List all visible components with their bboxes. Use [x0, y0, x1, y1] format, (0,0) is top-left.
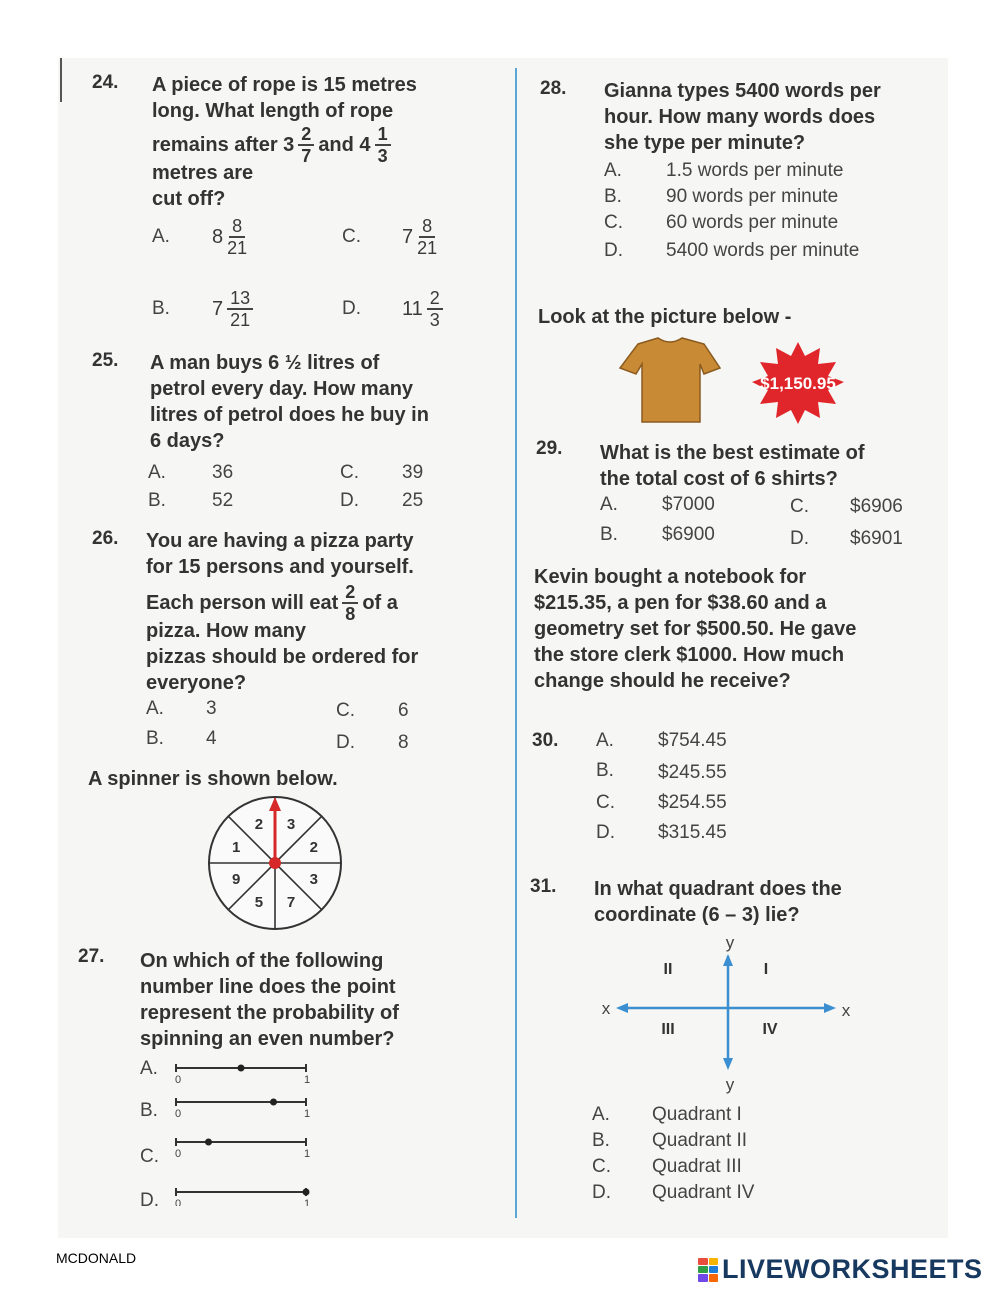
q26-option-c-value[interactable]: 6: [398, 700, 409, 721]
q25-line4: 6 days?: [150, 430, 225, 452]
q29-option-c-label[interactable]: C.: [790, 496, 809, 517]
q24-d-denominator: 3: [429, 310, 440, 330]
left-margin-rule: [60, 58, 62, 102]
y-axis-top-arrow: [723, 954, 733, 966]
spinner-sector-number: 3: [309, 871, 318, 889]
q24-c-numerator: 8: [419, 216, 435, 238]
q24-b-denominator: 21: [230, 310, 251, 330]
q24-fraction2: [375, 124, 391, 166]
q24-option-a-label[interactable]: A.: [152, 226, 170, 247]
q25-option-d-label[interactable]: D.: [340, 490, 359, 511]
spinner-sector-number: 9: [232, 871, 241, 889]
q25-option-b-label[interactable]: B.: [148, 490, 166, 511]
q25-option-c-label[interactable]: C.: [340, 462, 359, 483]
spinner-sector-number: 7: [286, 893, 296, 911]
q29-option-a-value[interactable]: $7000: [662, 494, 715, 515]
q26-line6: everyone?: [146, 672, 247, 694]
q31-line1: In what quadrant does the: [594, 878, 842, 900]
q27-option-c-label[interactable]: C.: [140, 1146, 159, 1167]
number-line-point: [270, 1099, 277, 1106]
q27-line2: number line does the point: [140, 976, 396, 998]
spinner-sector-number: 2: [309, 838, 318, 856]
q29-option-d-label[interactable]: D.: [790, 528, 809, 549]
q29-number: 29.: [536, 438, 563, 459]
q25-option-d-value[interactable]: 25: [402, 490, 424, 511]
q24-b-fraction: [227, 288, 253, 330]
q28-option-d-label[interactable]: D.: [604, 240, 623, 261]
number-line-option-b[interactable]: [175, 1098, 310, 1120]
number-line-end-label: 1: [304, 1074, 311, 1086]
number-line-point: [205, 1139, 212, 1146]
q29-option-d-value[interactable]: $6901: [850, 528, 903, 549]
q24-b-whole: 7: [212, 297, 224, 320]
q24-line3b: and 4: [318, 134, 371, 156]
q31-option-d-value[interactable]: Quadrant IV: [652, 1182, 755, 1203]
q26-line4: pizza. How many: [146, 620, 307, 642]
q26-option-a-value[interactable]: 3: [206, 698, 217, 719]
spinner-caption: A spinner is shown below.: [88, 768, 338, 790]
q24-fraction1: [298, 124, 314, 166]
q29-option-b-value[interactable]: $6900: [662, 524, 715, 545]
q27-number-lines[interactable]: [168, 1056, 318, 1206]
q30-option-a-value[interactable]: $754.45: [658, 730, 727, 751]
number-line-end-label: 1: [304, 1108, 311, 1120]
q30-option-b-value[interactable]: $245.55: [658, 762, 727, 783]
q27-option-d-label[interactable]: D.: [140, 1190, 159, 1211]
q24-f2-denominator: 3: [377, 146, 388, 166]
number-line-point: [238, 1065, 245, 1072]
q27-line1: On which of the following: [140, 950, 384, 972]
kevin-line5: change should he receive?: [534, 670, 791, 692]
x-axis-left-label: x: [601, 999, 611, 1018]
q26-option-b-label[interactable]: B.: [146, 728, 164, 749]
q28-number: 28.: [540, 78, 567, 99]
number-line-point: [303, 1189, 310, 1196]
q24-c-fraction: [417, 216, 437, 258]
q31-option-b-label[interactable]: B.: [592, 1130, 610, 1151]
q24-line5: cut off?: [152, 188, 226, 210]
q24-option-d-value[interactable]: [402, 288, 447, 330]
q28-option-a-label[interactable]: A.: [604, 160, 622, 181]
q30-option-c-label[interactable]: C.: [596, 792, 615, 813]
number-line-end-label: 1: [304, 1148, 311, 1160]
kevin-line2: $215.35, a pen for $38.60 and a: [534, 592, 827, 614]
q30-option-d-label[interactable]: D.: [596, 822, 615, 843]
shirt-icon: [620, 338, 720, 422]
q24-option-c-label[interactable]: C.: [342, 226, 361, 247]
quadrant-1-label: I: [763, 961, 769, 978]
q28-line1: Gianna types 5400 words per: [604, 80, 881, 102]
x-axis-left-arrow: [616, 1003, 628, 1013]
liveworksheets-logo-icon: [698, 1258, 718, 1282]
q29-option-b-label[interactable]: B.: [600, 524, 618, 545]
q26-number: 26.: [92, 528, 119, 549]
q28-option-a-value[interactable]: 1.5 words per minute: [666, 160, 844, 181]
number-line-end-label: 1: [304, 1198, 311, 1206]
q28-option-b-value[interactable]: 90 words per minute: [666, 186, 839, 207]
q25-option-c-value[interactable]: 39: [402, 462, 424, 483]
q25-line2: petrol every day. How many: [150, 378, 414, 400]
q24-a-denominator: 21: [227, 238, 248, 258]
number-line-start-label: 0: [175, 1198, 182, 1206]
q25-line1: A man buys 6 ½ litres of: [150, 352, 380, 374]
q26-option-d-label[interactable]: D.: [336, 732, 355, 753]
q30-option-b-label[interactable]: B.: [596, 760, 614, 781]
q25-option-a-value[interactable]: 36: [212, 462, 234, 483]
q28-line2: hour. How many words does: [604, 106, 876, 128]
q26-f-numerator: 2: [342, 582, 358, 604]
kevin-line1: Kevin bought a notebook for: [534, 566, 807, 588]
q24-f1-denominator: 7: [301, 146, 312, 166]
q29-option-a-label[interactable]: A.: [600, 494, 618, 515]
q24-d-fraction: [427, 288, 443, 330]
q31-option-c-label[interactable]: C.: [592, 1156, 611, 1177]
q24-option-a-value[interactable]: [212, 216, 251, 258]
column-divider: [515, 68, 517, 1218]
q26-line3b: of a: [362, 592, 398, 614]
q25-number: 25.: [92, 350, 119, 371]
q26-option-b-value[interactable]: 4: [206, 728, 217, 749]
q27-option-b-label[interactable]: B.: [140, 1100, 158, 1121]
q31-line2: coordinate (6 – 3) lie?: [594, 904, 800, 926]
liveworksheets-brand-text: LIVEWORKSHEETS: [722, 1254, 983, 1284]
q30-number: 30.: [532, 730, 559, 751]
q24-c-denominator: 21: [417, 238, 438, 258]
number-line-option-a[interactable]: [175, 1064, 310, 1086]
number-line-option-c[interactable]: [175, 1138, 310, 1160]
q31-option-b-value[interactable]: Quadrant II: [652, 1130, 748, 1151]
picture-caption: Look at the picture below -: [538, 306, 792, 328]
q28-line3: she type per minute?: [604, 132, 806, 154]
y-axis-bottom-arrow: [723, 1058, 733, 1070]
q30-option-a-label[interactable]: A.: [596, 730, 614, 751]
q26-option-c-label[interactable]: C.: [336, 700, 355, 721]
number-line-start-label: 0: [175, 1108, 182, 1120]
kevin-line4: the store clerk $1000. How much: [534, 644, 845, 666]
price-tag-text: $1,150.95: [760, 374, 836, 393]
y-axis-bottom-label: y: [725, 1075, 735, 1094]
q24-a-whole: 8: [212, 225, 224, 248]
q26-line1: You are having a pizza party: [146, 530, 414, 552]
q25-option-b-value[interactable]: 52: [212, 490, 234, 511]
x-axis-right-arrow: [824, 1003, 836, 1013]
q24-option-b-label[interactable]: B.: [152, 298, 170, 319]
q24-d-numerator: 2: [427, 288, 443, 310]
q28-option-c-label[interactable]: C.: [604, 212, 623, 233]
q31-number: 31.: [530, 876, 557, 897]
number-line-start-label: 0: [175, 1148, 182, 1160]
number-line-start-label: 0: [175, 1074, 182, 1086]
spinner-hub: [269, 857, 281, 869]
q26-line2: for 15 persons and yourself.: [146, 556, 414, 578]
q30-option-d-value[interactable]: $315.45: [658, 822, 727, 843]
q24-b-numerator: 13: [227, 288, 253, 310]
q29-option-c-value[interactable]: $6906: [850, 496, 903, 517]
q25-line3: litres of petrol does he buy in: [150, 404, 429, 426]
q24-f1-numerator: 2: [298, 124, 314, 146]
q29-line2: the total cost of 6 shirts?: [600, 468, 838, 490]
q24-line3a: remains after 3: [152, 134, 295, 156]
q26-f-denominator: 8: [345, 604, 356, 624]
spinner-sector-number: 3: [286, 816, 296, 834]
q24-number: 24.: [92, 72, 119, 93]
q26-line3a: Each person will eat: [146, 592, 339, 614]
axes: [620, 956, 832, 1066]
q27-number: 27.: [78, 946, 105, 967]
q27-line4: spinning an even number?: [140, 1028, 395, 1050]
coordinate-plane: [590, 930, 860, 1100]
spinner-sector-number: 2: [254, 816, 264, 834]
q24-f2-numerator: 1: [375, 124, 391, 146]
liveworksheets-logo[interactable]: [698, 1254, 983, 1285]
quadrant-4-label: IV: [762, 1021, 778, 1038]
q28-option-b-label[interactable]: B.: [604, 186, 622, 207]
q24-option-c-value[interactable]: [402, 216, 441, 258]
q26-fraction: [342, 582, 358, 624]
quadrant-3-label: III: [661, 1021, 675, 1038]
q24-option-d-label[interactable]: D.: [342, 298, 361, 319]
q26-option-d-value[interactable]: 8: [398, 732, 409, 753]
q31-option-a-label[interactable]: A.: [592, 1104, 610, 1125]
q27-option-a-label[interactable]: A.: [140, 1058, 158, 1079]
q25-option-a-label[interactable]: A.: [148, 462, 166, 483]
q29-line1: What is the best estimate of: [600, 442, 865, 464]
y-axis-top-label: y: [725, 933, 735, 952]
quadrant-2-label: II: [663, 961, 673, 978]
q30-option-c-value[interactable]: $254.55: [658, 792, 727, 813]
x-axis-right-label: x: [841, 1001, 851, 1020]
q27-line3: represent the probability of: [140, 1002, 399, 1024]
spinner-sector-number: 5: [254, 893, 264, 911]
q24-c-whole: 7: [402, 225, 414, 248]
kevin-line3: geometry set for $500.50. He gave: [534, 618, 857, 640]
q31-option-d-label[interactable]: D.: [592, 1182, 611, 1203]
q24-d-whole: 11: [402, 297, 423, 320]
spinner-figure: [205, 793, 345, 933]
shirt-price-picture: [608, 334, 858, 426]
q24-a-numerator: 8: [229, 216, 245, 238]
q24-a-fraction: [227, 216, 247, 258]
q31-option-a-value[interactable]: Quadrant I: [652, 1104, 742, 1125]
q28-option-c-value[interactable]: 60 words per minute: [666, 212, 839, 233]
spinner-sector-number: 1: [232, 838, 241, 856]
q26-line5: pizzas should be ordered for: [146, 646, 419, 668]
q24-line2: long. What length of rope: [152, 100, 394, 122]
footer-author: MCDONALD: [56, 1250, 137, 1266]
q24-option-b-value[interactable]: [212, 288, 257, 330]
q31-option-c-value[interactable]: Quadrat III: [652, 1156, 742, 1177]
number-line-option-d[interactable]: [175, 1188, 310, 1206]
q24-line4: metres are: [152, 162, 254, 184]
q28-option-d-value[interactable]: 5400 words per minute: [666, 240, 860, 261]
q26-option-a-label[interactable]: A.: [146, 698, 164, 719]
q24-line1: A piece of rope is 15 metres: [152, 74, 417, 96]
